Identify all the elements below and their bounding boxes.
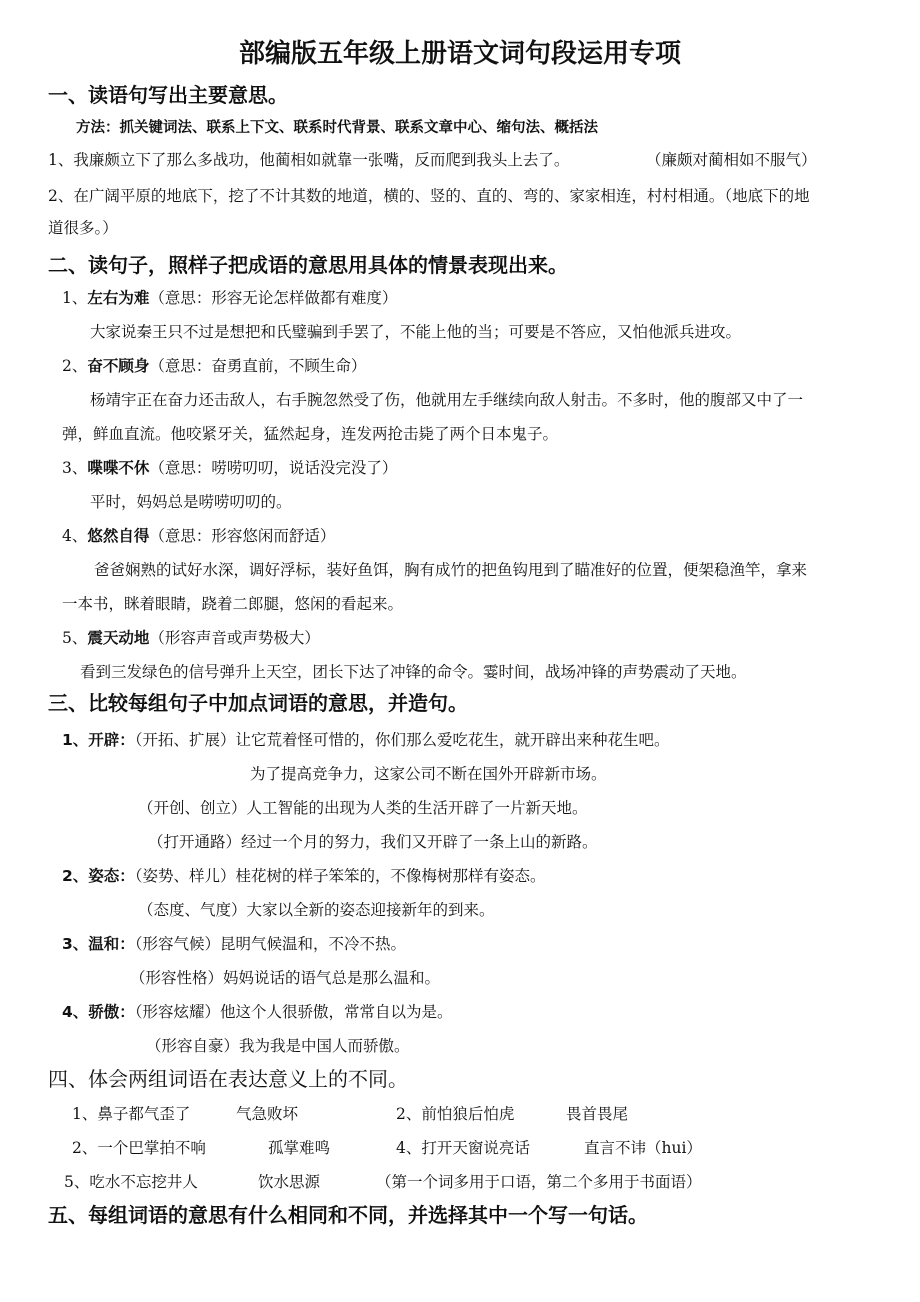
idiom-4-example-line-1: 爸爸娴熟的试好水深，调好浮标，装好鱼饵，胸有成竹的把鱼钩甩到了瞄准好的位置，便架稳渔竿，拿来: [94, 561, 808, 579]
word-kaipi-line-3: （开创、创立）人工智能的出现为人类的生活开辟了一片新天地。: [138, 799, 588, 817]
word-label: 2、姿态：: [62, 867, 135, 885]
idiom-meaning: （形容声音或声势极大）: [149, 629, 320, 647]
section-1-item-1-note: （廉颇对蔺相如不服气）: [646, 151, 817, 169]
word-sentence: （形容炫耀）他这个人很骄傲，常常自以为是。: [134, 1003, 453, 1021]
compare-row-1-c: 2、前怕狼后怕虎: [396, 1105, 515, 1123]
idiom-word: 左右为难: [87, 289, 150, 307]
idiom-3-example-line-1: 平时，妈妈总是唠唠叨叨的。: [90, 493, 292, 511]
section-4-heading: 四、体会两组词语在表达意义上的不同。: [48, 1067, 408, 1091]
section-1-item-2-line-2: 道很多。）: [48, 219, 118, 237]
compare-row-2-c: 4、打开天窗说亮话: [396, 1139, 530, 1157]
section-1-item-1: 1、我廉颇立下了那么多战功，他蔺相如就靠一张嘴，反而爬到我头上去了。: [48, 151, 570, 169]
word-kaipi-line-2: 为了提高竞争力，这家公司不断在国外开辟新市场。: [250, 765, 607, 783]
section-5-heading: 五、每组词语的意思有什么相同和不同，并选择其中一个写一句话。: [48, 1203, 648, 1227]
idiom-number: 1、: [62, 289, 88, 307]
compare-row-2-d: 直言不讳（hui）: [584, 1139, 702, 1157]
compare-row-3-a: 5、吃水不忘挖井人: [64, 1173, 198, 1191]
idiom-2-example-line-1: 杨靖宇正在奋力还击敌人，右手腕忽然受了伤，他就用左手继续向敌人射击。不多时，他的腹部又中了一: [90, 391, 804, 409]
idiom-meaning: （意思：形容无论怎样做都有难度）: [149, 289, 398, 307]
idiom-number: 4、: [62, 527, 88, 545]
word-jiaoao-line-1: [62, 1002, 453, 1022]
idiom-5-header: [62, 628, 320, 648]
idiom-word: 喋喋不休: [87, 459, 150, 477]
idiom-4-example-line-2: 一本书，眯着眼睛，跷着二郎腿，悠闲的看起来。: [62, 595, 404, 613]
section-2-heading: 二、读句子，照样子把成语的意思用具体的情景表现出来。: [48, 253, 568, 277]
idiom-5-example-line-1: 看到三发绿色的信号弹升上天空，团长下达了冲锋的命令。霎时间，战场冲锋的声势震动了天地。: [80, 663, 747, 681]
compare-row-1-b: 气急败坏: [236, 1105, 299, 1123]
idiom-number: 3、: [62, 459, 88, 477]
idiom-1-header: [62, 288, 397, 308]
word-sentence: （开拓、扩展）让它荒着怪可惜的，你们那么爱吃花生，就开辟出来种花生吧。: [134, 731, 670, 749]
compare-row-1-d: 畏首畏尾: [566, 1105, 629, 1123]
word-kaipi-line-1: [62, 730, 670, 750]
compare-row-3-note: （第一个词多用于口语，第二个多用于书面语）: [376, 1173, 702, 1191]
section-1-method: 方法：抓关键词法、联系上下文、联系时代背景、联系文章中心、缩句法、概括法: [76, 120, 598, 136]
idiom-1-example-line-1: 大家说秦王只不过是想把和氏璧骗到手罢了，不能上他的当；可要是不答应，又怕他派兵进攻。: [90, 323, 742, 341]
idiom-number: 5、: [62, 629, 88, 647]
section-1-heading: 一、读语句写出主要意思。: [48, 83, 288, 107]
idiom-word: 震天动地: [87, 629, 150, 647]
idiom-word: 奋不顾身: [87, 357, 150, 375]
idiom-2-example-line-2: 弹，鲜血直流。他咬紧牙关，猛然起身，连发两抢击毙了两个日本鬼子。: [62, 425, 559, 443]
word-label: 3、温和：: [62, 935, 135, 953]
compare-row-1-a: 1、鼻子都气歪了: [72, 1105, 191, 1123]
idiom-3-header: [62, 458, 397, 478]
word-label: 1、开辟：: [62, 731, 135, 749]
word-zitai-line-2: （态度、气度）大家以全新的姿态迎接新年的到来。: [138, 901, 495, 919]
section-3-heading: 三、比较每组句子中加点词语的意思，并造句。: [48, 691, 468, 715]
compare-row-2-b: 孤掌难鸣: [268, 1139, 331, 1157]
idiom-number: 2、: [62, 357, 88, 375]
word-sentence: （姿势、样儿）桂花树的样子笨笨的，不像梅树那样有姿态。: [134, 867, 546, 885]
word-sentence: （形容气候）昆明气候温和，不冷不热。: [134, 935, 407, 953]
word-wenhe-line-2: （形容性格）妈妈说话的语气总是那么温和。: [130, 969, 441, 987]
word-wenhe-line-1: [62, 934, 406, 954]
word-kaipi-line-4: （打开通路）经过一个月的努力，我们又开辟了一条上山的新路。: [148, 833, 598, 851]
section-1-item-2-line-1: 2、在广阔平原的地底下，挖了不计其数的地道，横的、竖的、直的、弯的、家家相连，村村相通。（地底下的地: [48, 187, 810, 205]
idiom-meaning: （意思：奋勇直前，不顾生命）: [149, 357, 367, 375]
idiom-2-header: [62, 356, 366, 376]
compare-row-2-a: 2、一个巴掌拍不响: [72, 1139, 206, 1157]
word-zitai-line-1: [62, 866, 546, 886]
idiom-meaning: （意思：唠唠叨叨，说话没完没了）: [149, 459, 398, 477]
idiom-word: 悠然自得: [87, 527, 150, 545]
word-jiaoao-line-2: （形容自豪）我为我是中国人而骄傲。: [146, 1037, 410, 1055]
idiom-meaning: （意思：形容悠闲而舒适）: [149, 527, 336, 545]
page-title: 部编版五年级上册语文词句段运用专项: [238, 39, 681, 69]
compare-row-3-b: 饮水思源: [258, 1173, 321, 1191]
idiom-4-header: [62, 526, 335, 546]
word-label: 4、骄傲：: [62, 1003, 135, 1021]
